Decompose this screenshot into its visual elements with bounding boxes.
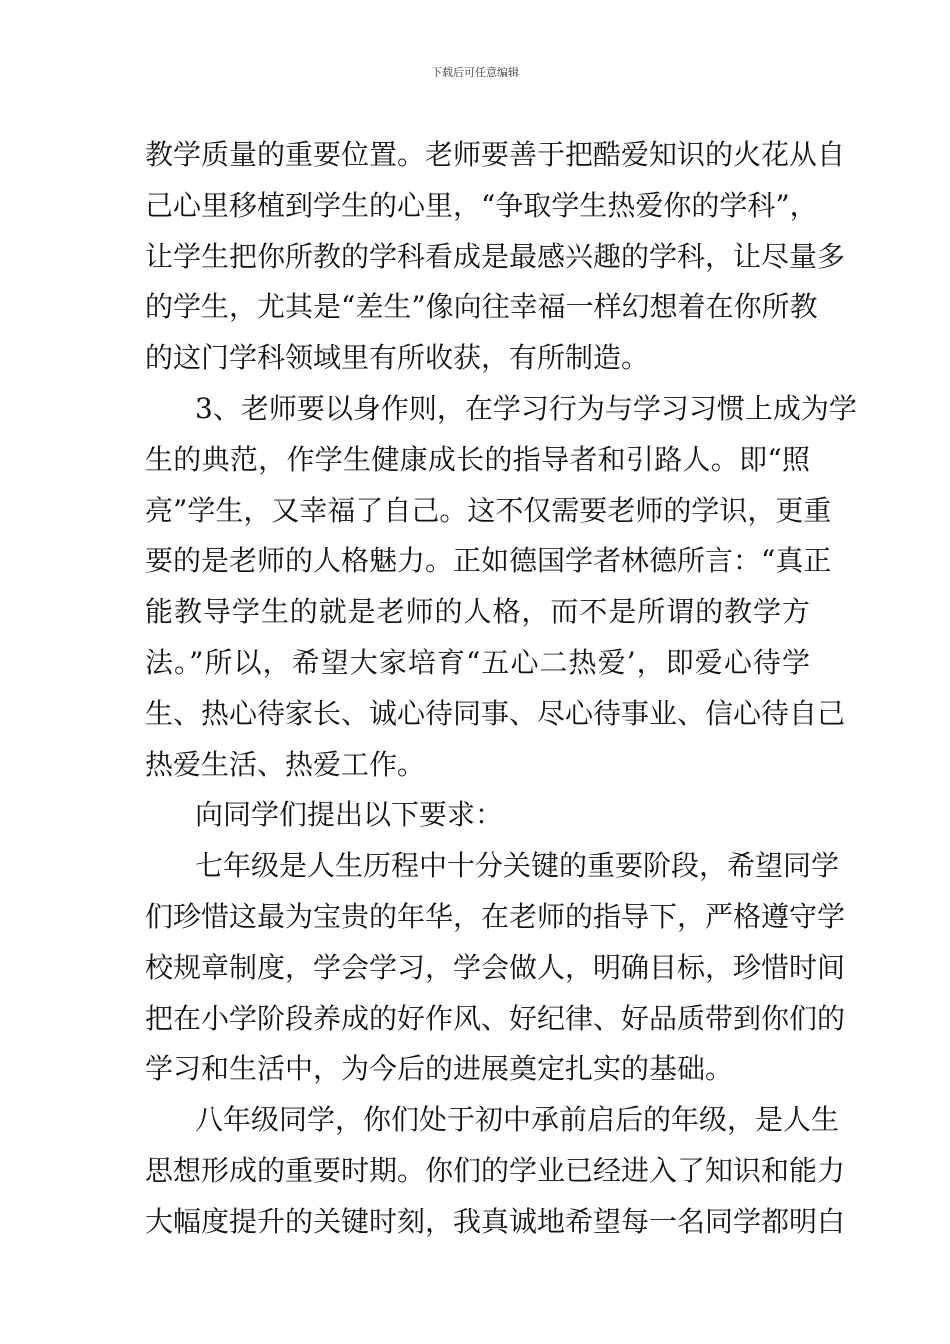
text-line: 法。”所以，希望大家培育“五心二热爱’，即爱心待学 [145,645,810,679]
text-line: 能教导学生的就是老师的人格，而不是所谓的教学方 [145,595,810,629]
text-line: 3、老师要以身作则，在学习行为与学习习惯上成为学 [195,391,857,425]
text-line: 教学质量的重要位置。老师要善于把酷爱知识的火花从自 [145,138,846,171]
text-line: 向同学们提出以下要求： [195,798,504,832]
text-line: 己心里移植到学生的心里，“争取学生热爱你的学科”， [145,188,818,222]
text-line: 学习和生活中，为今后的进展奠定扎实的基础。 [145,1052,734,1086]
text-line: 八年级同学，你们处于初中承前启后的年级，是人生 [195,1103,840,1137]
body-text [145,130,857,1248]
page-header: 下载后可任意编辑 [431,66,519,79]
text-line: 要的是老师的人格魅力。正如德国学者林德所言：“真正 [145,544,832,578]
text-line: 把在小学阶段养成的好作风、好纪律、好品质带到你们的 [145,1001,846,1035]
text-line: 的学生，尤其是“差生”像向往幸福一样幻想着在你所教 [145,290,818,324]
text-line: 热爱生活、热爱工作。 [145,747,426,781]
text-line: 亮”学生，又幸福了自己。这不仅需要老师的学识，更重 [145,493,832,527]
text-line: 生、热心待家长、诚心待同事、尽心待事业、信心待自己 [145,696,846,730]
text-line: 七年级是人生历程中十分关键的重要阶段，希望同学 [195,849,840,883]
text-line: 们珍惜这最为宝贵的年华，在老师的指导下，严格遵守学 [145,899,846,933]
text-line: 校规章制度，学会学习，学会做人，明确目标，珍惜时间 [145,950,846,984]
text-line: 思想形成的重要时期。你们的学业已经进入了知识和能力 [145,1153,846,1187]
text-line: 生的典范，作学生健康成长的指导者和引路人。即“照 [145,442,810,476]
text-line: 的这门学科领域里有所收获，有所制造。 [145,341,650,375]
text-line: 大幅度提升的关键时刻，我真诚地希望每一名同学都明白 [145,1204,846,1238]
text-line: 让学生把你所教的学科看成是最感兴趣的学科，让尽量多 [145,239,846,273]
